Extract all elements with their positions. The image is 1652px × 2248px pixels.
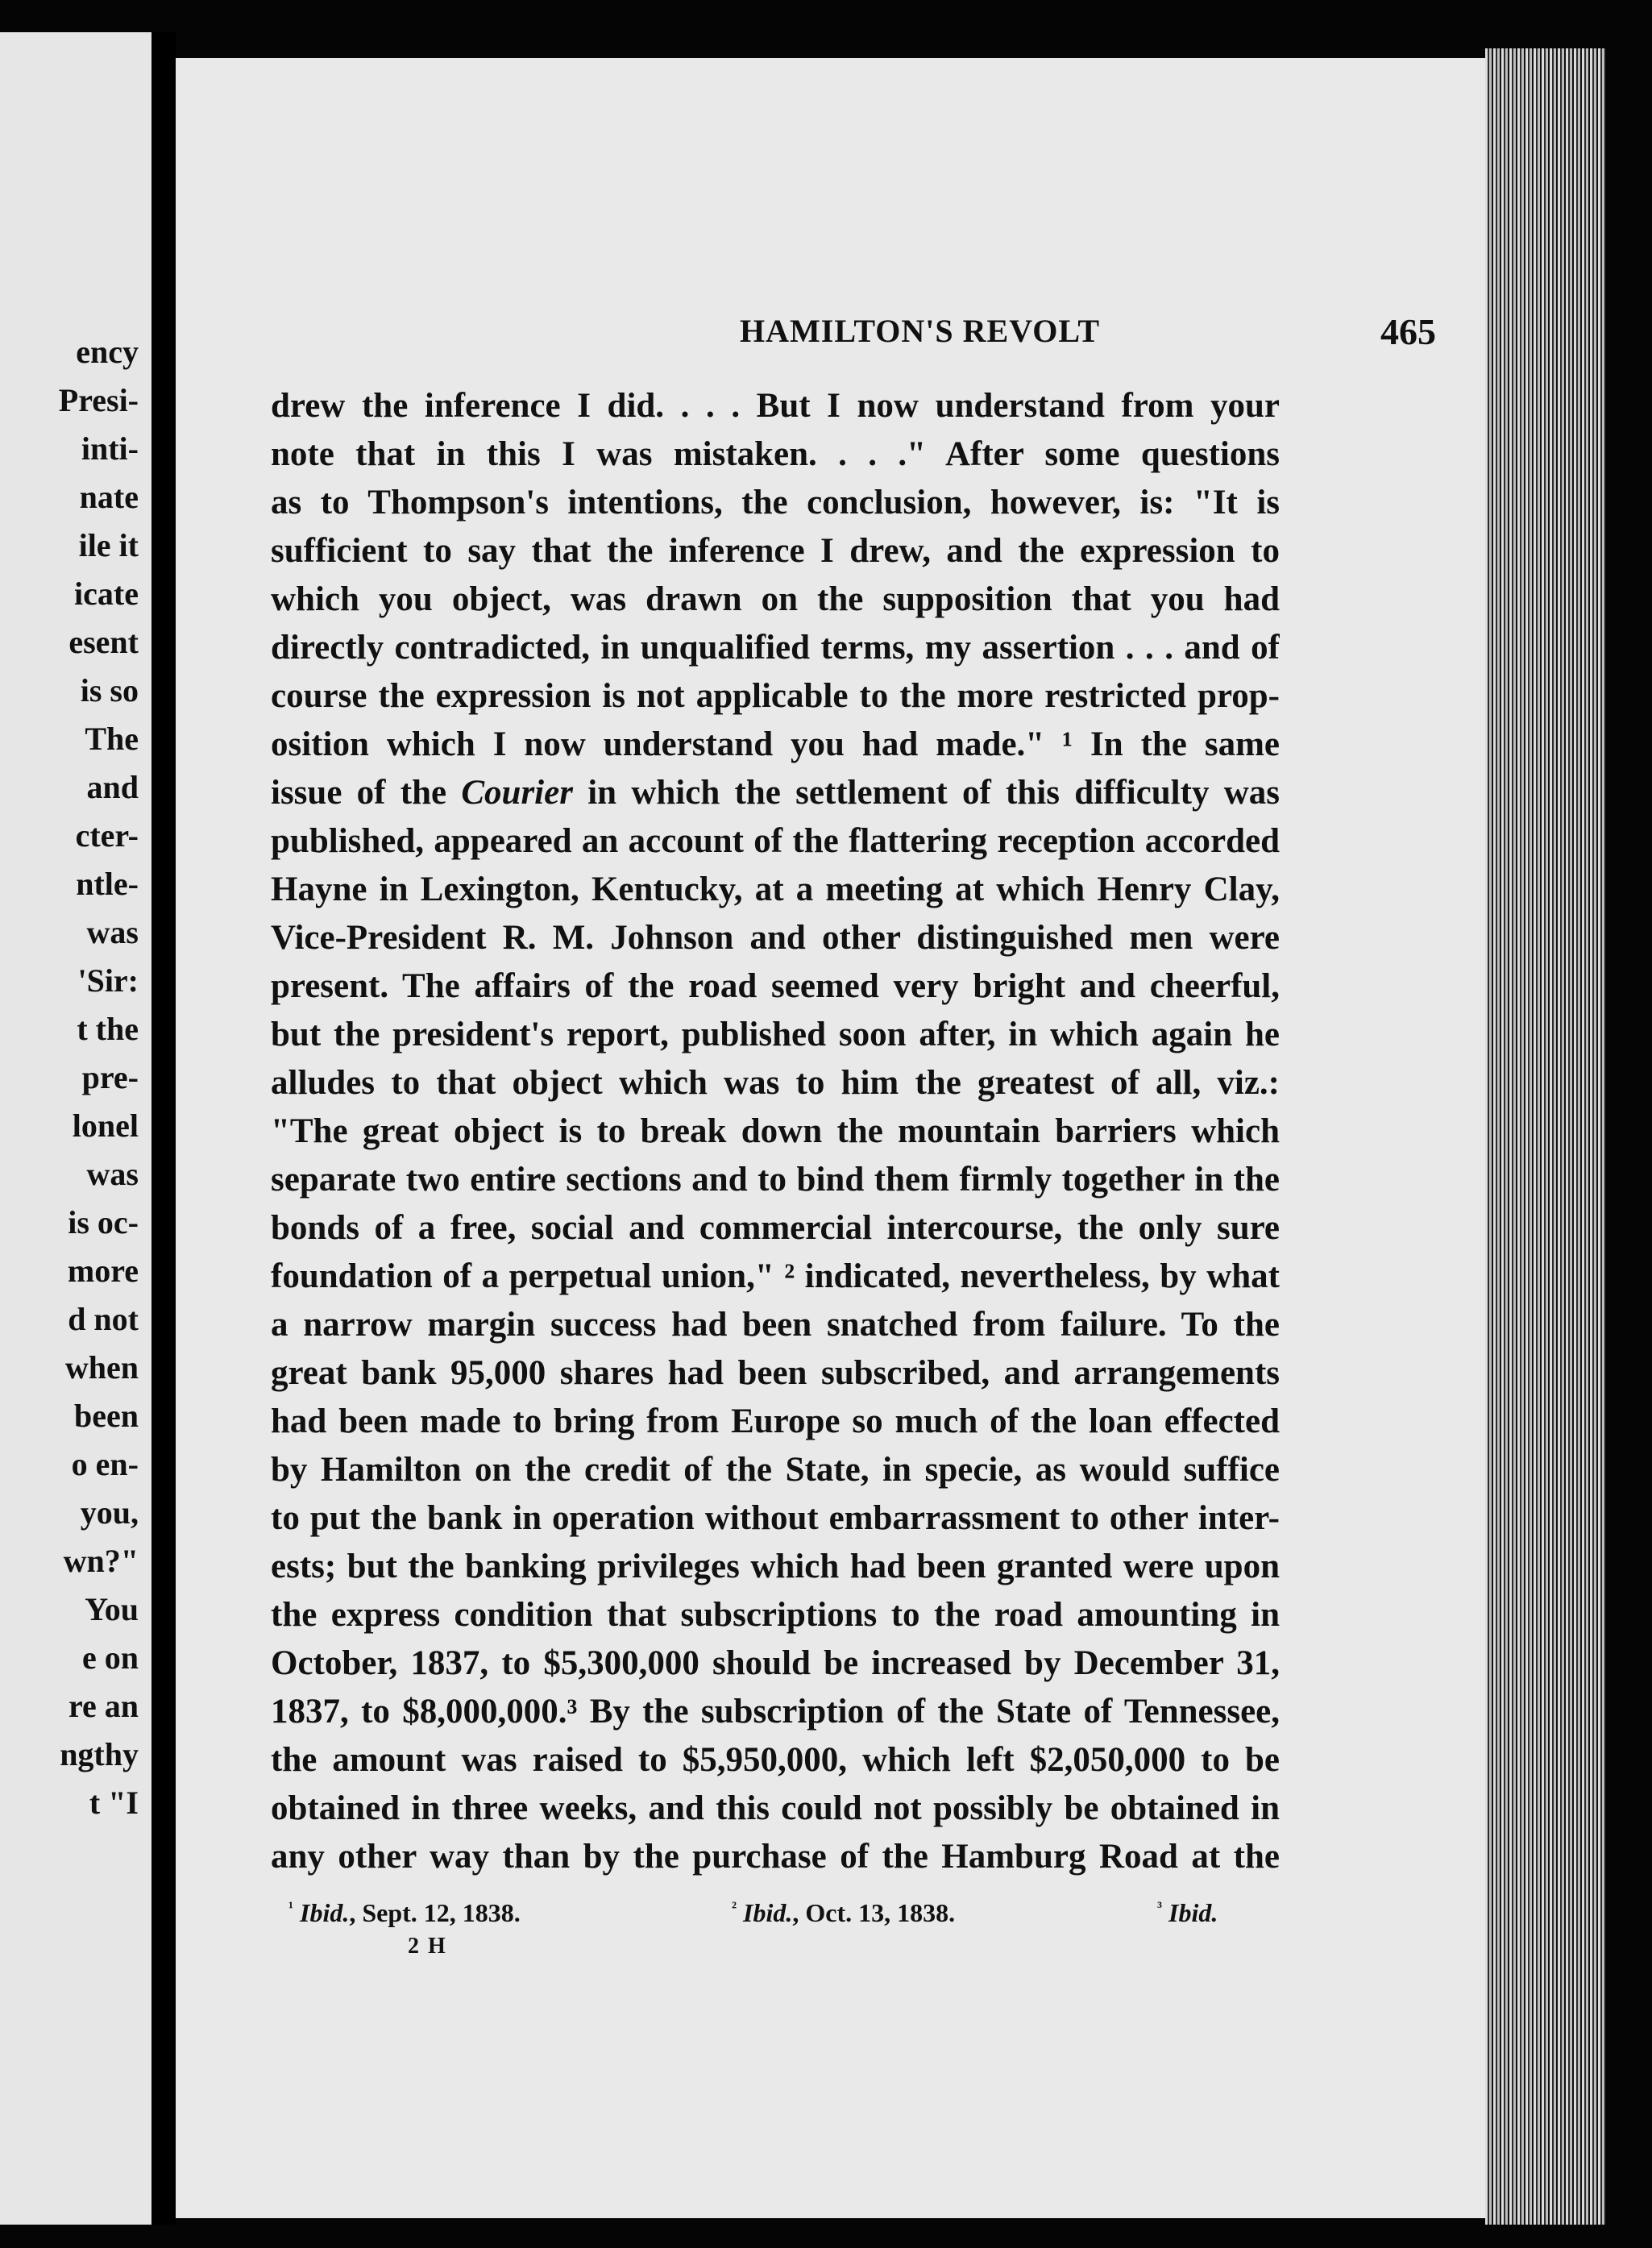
- left-page-fragment-line: esent: [68, 624, 139, 660]
- left-page-fragment-line: icate: [74, 576, 139, 612]
- footnote-1-ibid: Ibid.: [300, 1898, 350, 1927]
- body-text: [271, 382, 1280, 1881]
- signature-mark: 2 H: [408, 1934, 447, 1959]
- text-line: sufficient to say that the inference I drew, and the expression to: [271, 532, 1280, 570]
- left-page-fragment-line: and: [86, 769, 139, 805]
- text-line: which you object, was drawn on the supposition that you had: [271, 580, 1280, 618]
- left-page-fragment-line: was: [86, 914, 139, 950]
- left-page-fragment-line: o en-: [71, 1446, 139, 1482]
- left-page-fragment-line: been: [74, 1398, 139, 1434]
- left-page-fragment-line: lonel: [72, 1107, 139, 1144]
- text-line: obtained in three weeks, and this could not possibly be obtained in: [271, 1789, 1280, 1827]
- text-line: ests; but the banking privileges which had been granted were upon: [271, 1548, 1280, 1585]
- text-line: the amount was raised to $5,950,000, which left $2,050,000 to be: [271, 1741, 1280, 1779]
- left-page-fragment-line: cter-: [75, 817, 139, 854]
- text-line: 1837, to $8,000,000.³ By the subscription of the State of Tennessee,: [271, 1693, 1280, 1731]
- footnote-3: [1157, 1898, 1218, 1928]
- page-number: 465: [1380, 311, 1436, 352]
- left-page-fragment-line: re an: [68, 1688, 139, 1724]
- left-page-fragment-line: The: [85, 721, 139, 757]
- text-line: issue of the Courier in which the settlement of this difficulty was: [271, 774, 1280, 812]
- text-line: great bank 95,000 shares had been subscribed, and arrangements: [271, 1354, 1280, 1392]
- left-page-fragment-line: t the: [77, 1011, 139, 1047]
- left-page-fragment-line: d not: [68, 1301, 139, 1337]
- left-page-fragment-line: ngthy: [60, 1736, 139, 1772]
- text-line: directly contradicted, in unqualified terms, my assertion . . . and of: [271, 629, 1280, 667]
- courier-title: Courier: [461, 774, 573, 812]
- text-line: any other way than by the purchase of the Hamburg Road at the: [271, 1838, 1280, 1876]
- left-page-fragment-line: is oc-: [68, 1204, 139, 1240]
- main-page: [176, 58, 1485, 2218]
- footnote-2-mark: ²: [732, 1898, 737, 1917]
- text-line: "The great object is to break down the mountain barriers which: [271, 1112, 1280, 1150]
- left-page-fragment-line: is so: [80, 672, 139, 708]
- text-line: osition which I now understand you had made." ¹ In the same: [271, 725, 1280, 763]
- footnote-1-text: , Sept. 12, 1838.: [349, 1898, 521, 1927]
- footnotes: [176, 1898, 1485, 1938]
- text-line: the express condition that subscriptions to the road amounting in: [271, 1596, 1280, 1634]
- footnote-2: [732, 1898, 955, 1928]
- left-page-fragment-line: nate: [79, 479, 139, 515]
- text-line: October, 1837, to $5,300,000 should be increased by December 31,: [271, 1644, 1280, 1682]
- left-page-fragment-line: was: [86, 1156, 139, 1192]
- footnote-1: [288, 1898, 521, 1928]
- left-page-fragment-line: wn?": [63, 1543, 139, 1579]
- running-head: HAMILTON'S REVOLT: [740, 313, 1101, 349]
- text-line: note that in this I was mistaken. . . ." After some questions: [271, 435, 1280, 473]
- text-line: published, appeared an account of the flattering reception accorded: [271, 822, 1280, 860]
- left-page-fragment-line: ile it: [78, 527, 139, 563]
- footnote-2-text: , Oct. 13, 1838.: [792, 1898, 956, 1927]
- left-page-fragment-line: ency: [76, 334, 139, 370]
- text-line: bonds of a free, social and commercial intercourse, the only sure: [271, 1209, 1280, 1247]
- text-line: course the expression is not applicable to the more restricted prop-: [271, 677, 1280, 715]
- left-page-fragment-line: ntle-: [76, 866, 139, 902]
- left-page-fragment-line: You: [85, 1591, 139, 1627]
- text-line: by Hamilton on the credit of the State, in specie, as would suffice: [271, 1451, 1280, 1489]
- text-line: had been made to bring from Europe so much of the loan effected: [271, 1402, 1280, 1440]
- left-page-fragment-line: when: [64, 1349, 139, 1386]
- page-gutter: [152, 32, 176, 2225]
- text-line: as to Thompson's intentions, the conclusion, however, is: "It is: [271, 484, 1280, 521]
- left-page-fragment-line: more: [67, 1253, 139, 1289]
- left-page-fragment-line: you,: [80, 1494, 139, 1531]
- left-page-fragment-line: e on: [82, 1639, 139, 1676]
- footnote-2-ibid: Ibid.: [743, 1898, 793, 1927]
- text-line: foundation of a perpetual union," ² indicated, nevertheless, by what: [271, 1257, 1280, 1295]
- text-line: a narrow margin success had been snatched from failure. To the: [271, 1306, 1280, 1344]
- text-line: present. The affairs of the road seemed very bright and cheerful,: [271, 967, 1280, 1005]
- page-edges: [1485, 48, 1606, 2225]
- text-line: but the president's report, published soon after, in which again he: [271, 1016, 1280, 1053]
- page-header: [176, 312, 1485, 360]
- left-page-fragment-line: 'Sir:: [77, 962, 139, 999]
- text-line: drew the inference I did. . . . But I now understand from your: [271, 387, 1280, 425]
- text-line: alludes to that object which was to him the greatest of all, viz.:: [271, 1064, 1280, 1102]
- text-line: Vice-President R. M. Johnson and other distinguished men were: [271, 919, 1280, 957]
- left-page-fragment-line: t "I: [89, 1785, 139, 1821]
- text-line: Hayne in Lexington, Kentucky, at a meeting at which Henry Clay,: [271, 871, 1280, 908]
- left-page-fragment-line: pre-: [81, 1059, 139, 1095]
- left-page-fragment-line: Presi-: [58, 382, 139, 418]
- footnote-1-mark: ¹: [288, 1898, 293, 1917]
- text-line: to put the bank in operation without embarrassment to other inter-: [271, 1499, 1280, 1537]
- left-page-fragment: [0, 32, 152, 2225]
- text-line: separate two entire sections and to bind them firmly together in the: [271, 1161, 1280, 1199]
- left-page-fragment-line: inti-: [81, 430, 139, 467]
- footnote-3-mark: ³: [1157, 1898, 1162, 1917]
- footnote-3-ibid: Ibid.: [1168, 1898, 1218, 1927]
